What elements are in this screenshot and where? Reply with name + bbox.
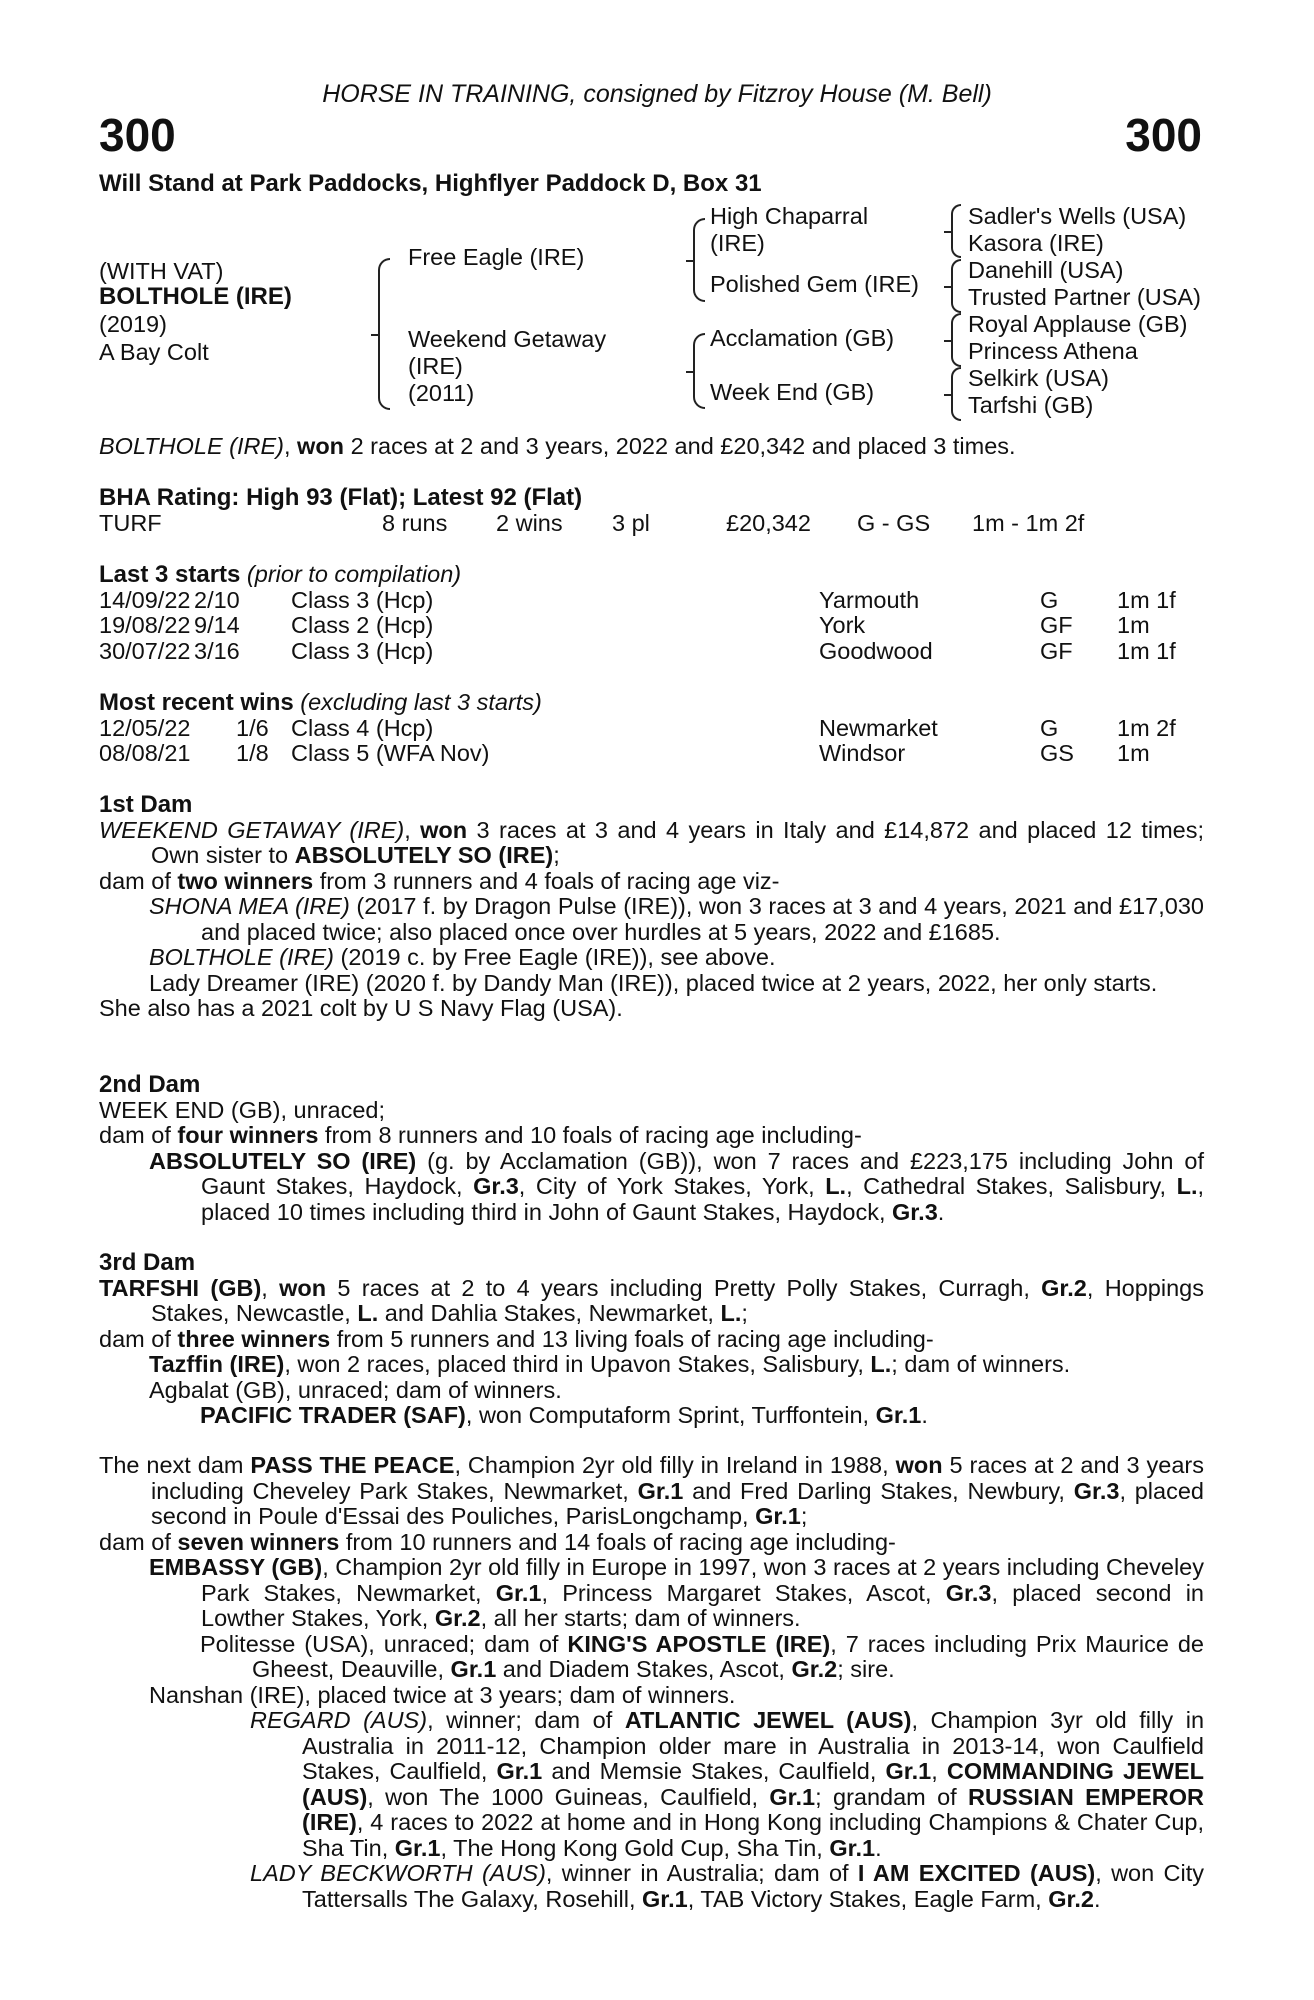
going-range: G - GS: [857, 509, 931, 536]
distance-range: 1m - 1m 2f: [972, 509, 1085, 536]
recent-wins-heading: Most recent wins: [99, 689, 294, 716]
ancestor-trusted-partner: Trusted Partner (USA): [968, 284, 1201, 310]
second-dam-section: [99, 1072, 1204, 1225]
vat-label: (WITH VAT): [99, 258, 224, 284]
table-row: 19/08/22 9/14 Class 2 (Hcp) York GF 1m: [99, 612, 1150, 638]
earnings: £20,342: [726, 509, 811, 536]
pedigree-brace-g3b: [951, 259, 961, 313]
pedigree-brace-sire: [693, 218, 705, 302]
third-dam-record: TARFSHI (GB), won 5 races at 2 to 4 years including Pretty Polly Stakes, Curragh, Gr.2, Hoppings Stakes, Newcastle, L. and Dahlia Stakes, Newmarket, L.;: [99, 1274, 1204, 1326]
next-dam-record: The next dam PASS THE PEACE, Champion 2yr old filly in Ireland in 1988, won 5 races at 2 and 3 years including Cheveley Park Stakes, Newmarket, Gr.1 and Fred Darling Stakes, Newbury, Gr.3, placed second in Poule d'Essai des Pouliches, ParisLongchamp, Gr.1;: [99, 1452, 1204, 1529]
produce-agbalat: Agbalat (GB), unraced; dam of winners.: [149, 1376, 562, 1403]
ancestor-danehill: Danehill (USA): [968, 257, 1124, 283]
table-row: 14/09/22 2/10 Class 3 (Hcp) Yarmouth G 1m 1f: [99, 586, 1176, 613]
ancestor-princess-athena: Princess Athena: [968, 338, 1138, 364]
next-dam-section: [99, 1453, 1204, 1912]
produce-absolutely-so: ABSOLUTELY SO (IRE) (g. by Acclamation (GB)), won 7 races and £223,175 including John of Gaunt Stakes, Haydock, Gr.3, City of York Stakes, York, L., Cathedral Stakes, Salisbury, L., placed 10 times including third in John of Gaunt Stakes, Haydock, Gr.3.: [149, 1147, 1205, 1225]
first-dam-produce-summary: dam of two winners from 3 runners and 4 foals of racing age viz-: [99, 867, 780, 894]
dam-dam: Week End (GB): [710, 379, 875, 405]
lot-number-right: 300: [1125, 109, 1202, 161]
third-dam-section: [99, 1250, 1204, 1429]
produce-lady-beckworth: LADY BECKWORTH (AUS), winner in Australia; dam of I AM EXCITED (AUS), won City Tattersalls The Galaxy, Rosehill, Gr.1, TAB Victory Stakes, Eagle Farm, Gr.2.: [250, 1860, 1204, 1912]
produce-politesse: Politesse (USA), unraced; dam of KING'S APOSTLE (IRE), 7 races including Prix Maurice de Gheest, Deauville, Gr.1 and Diadem Stakes, Ascot, Gr.2; sire.: [200, 1630, 1204, 1682]
lot-number-left: 300: [99, 109, 176, 161]
dam-name-line3: (2011): [408, 380, 475, 406]
produce-bolthole: BOLTHOLE (IRE) (2019 c. by Free Eagle (IRE)), see above.: [149, 944, 776, 970]
sire-sire-line2: (IRE): [710, 230, 765, 256]
dam-name-line2: (IRE): [408, 353, 463, 379]
produce-shona-mea: SHONA MEA (IRE) (2017 f. by Dragon Pulse (IRE)), won 3 races at 3 and 4 years, 2021 and £17,030 and placed twice; also placed once over hurdles at 5 years, 2022 and £1685.: [149, 893, 1204, 945]
bha-rating-heading: BHA Rating: High 93 (Flat); Latest 92 (Flat): [99, 484, 583, 511]
last-starts-heading: Last 3 starts: [99, 561, 241, 588]
produce-lady-dreamer: Lady Dreamer (IRE) (2020 f. by Dandy Man (IRE)), placed twice at 2 years, 2022, her only starts.: [149, 969, 1158, 996]
first-dam-section: [99, 792, 1204, 1022]
last-starts-section: Last 3 starts (prior to compilation) 14/09/22 2/10 Class 3 (Hcp) Yarmouth G 1m 1f 19/08/22 9/14 Class 2 (Hcp) York GF 1m 30/07/22 3/16 Class 3 (Hcp) Goodwood GF 1m 1f: [99, 562, 1204, 664]
horse-name: BOLTHOLE (IRE): [99, 283, 292, 310]
turf-record-row: [99, 511, 1204, 537]
produce-2021-colt: She also has a 2021 colt by U S Navy Flag (USA).: [99, 995, 623, 1021]
sire-name: Free Eagle (IRE): [408, 244, 585, 270]
first-dam-record: WEEKEND GETAWAY (IRE), won 3 races at 3 and 4 years in Italy and £14,872 and placed 12 times; Own sister to ABSOLUTELY SO (IRE);: [99, 816, 1205, 868]
produce-tazffin: Tazffin (IRE), won 2 races, placed third in Upavon Stakes, Salisbury, L.; dam of winners.: [149, 1351, 1071, 1377]
pedigree-brace-g3a: [951, 204, 961, 258]
ancestor-tarfshi: Tarfshi (GB): [968, 392, 1094, 418]
bha-rating-section: [99, 485, 1204, 536]
next-dam-produce-summary: dam of seven winners from 10 runners and 14 foals of racing age including-: [99, 1528, 896, 1555]
first-dam-heading: 1st Dam: [99, 791, 193, 818]
pedigree-brace-g3d: [951, 367, 961, 421]
ancestor-sadlers-wells: Sadler's Wells (USA): [968, 203, 1187, 229]
table-row: 30/07/22 3/16 Class 3 (Hcp) Goodwood GF 1m 1f: [99, 637, 1176, 664]
horse-description: A Bay Colt: [99, 339, 209, 365]
dam-sire: Acclamation (GB): [710, 325, 895, 351]
pedigree-brace-g3c: [951, 313, 961, 367]
sire-dam: Polished Gem (IRE): [710, 271, 919, 297]
second-dam-produce-summary: dam of four winners from 8 runners and 10 foals of racing age including-: [99, 1122, 862, 1148]
second-dam-heading: 2nd Dam: [99, 1071, 201, 1098]
wins: 2 wins: [496, 509, 563, 536]
catalogue-title: HORSE IN TRAINING, consigned by Fitzroy House (M. Bell): [322, 80, 992, 108]
surface: TURF: [99, 509, 162, 536]
produce-regard: REGARD (AUS), winner; dam of ATLANTIC JEWEL (AUS), Champion 3yr old filly in Australia in 2011-12, Champion older mare in Australia in 2013-14, won Caulfield Stakes, Caulfield, Gr.1 and Memsie Stakes, Caulfield, Gr.1, COMMANDING JEWEL (AUS), won The 1000 Guineas, Caulfield, Gr.1; grandam of RUSSIAN EMPEROR (IRE), 4 races to 2022 at home and in Hong Kong including Champions & Chater Cup, Sha Tin, Gr.1, The Hong Kong Gold Cup, Sha Tin, Gr.1.: [250, 1707, 1205, 1861]
produce-embassy: EMBASSY (GB), Champion 2yr old filly in Europe in 1997, won 3 races at 2 years including Cheveley Park Stakes, Newmarket, Gr.1, Princess Margaret Stakes, Ascot, Gr.3, placed second in Lowther Stakes, York, Gr.2, all her starts; dam of winners.: [149, 1554, 1205, 1631]
table-row: 12/05/22 1/6 Class 4 (Hcp) Newmarket G 1m 2f: [99, 714, 1176, 741]
ancestor-selkirk: Selkirk (USA): [968, 365, 1110, 391]
third-dam-heading: 3rd Dam: [99, 1249, 196, 1276]
table-row: 08/08/21 1/8 Class 5 (WFA Nov) Windsor GS 1m: [99, 740, 1150, 766]
stand-location: Will Stand at Park Paddocks, Highflyer Paddock D, Box 31: [99, 170, 762, 197]
produce-pacific-trader: PACIFIC TRADER (SAF), won Computaform Sprint, Turffontein, Gr.1.: [200, 1402, 928, 1428]
placings: 3 pl: [612, 509, 650, 536]
dam-name-line1: Weekend Getaway: [408, 326, 607, 352]
ancestor-kasora: Kasora (IRE): [968, 230, 1104, 256]
second-dam-record: WEEK END (GB), unraced;: [99, 1096, 385, 1123]
sire-sire-line1: High Chaparral: [710, 203, 869, 229]
third-dam-produce-summary: dam of three winners from 5 runners and 13 living foals of racing age including-: [99, 1325, 934, 1352]
pedigree-brace-dam: [693, 333, 705, 409]
produce-nanshan: Nanshan (IRE), placed twice at 3 years; dam of winners.: [149, 1681, 736, 1708]
pedigree-brace-gen1: [378, 258, 390, 410]
recent-wins-section: Most recent wins (excluding last 3 starts) 12/05/22 1/6 Class 4 (Hcp) Newmarket G 1m 2f 08/08/21 1/8 Class 5 (WFA Nov) Windsor GS 1m: [99, 690, 1204, 767]
runs: 8 runs: [382, 509, 448, 536]
horse-year: (2019): [99, 311, 167, 337]
ancestor-royal-applause: Royal Applause (GB): [968, 311, 1188, 337]
race-summary: BOLTHOLE (IRE), won 2 races at 2 and 3 years, 2022 and £20,342 and placed 3 times.: [99, 433, 1016, 459]
